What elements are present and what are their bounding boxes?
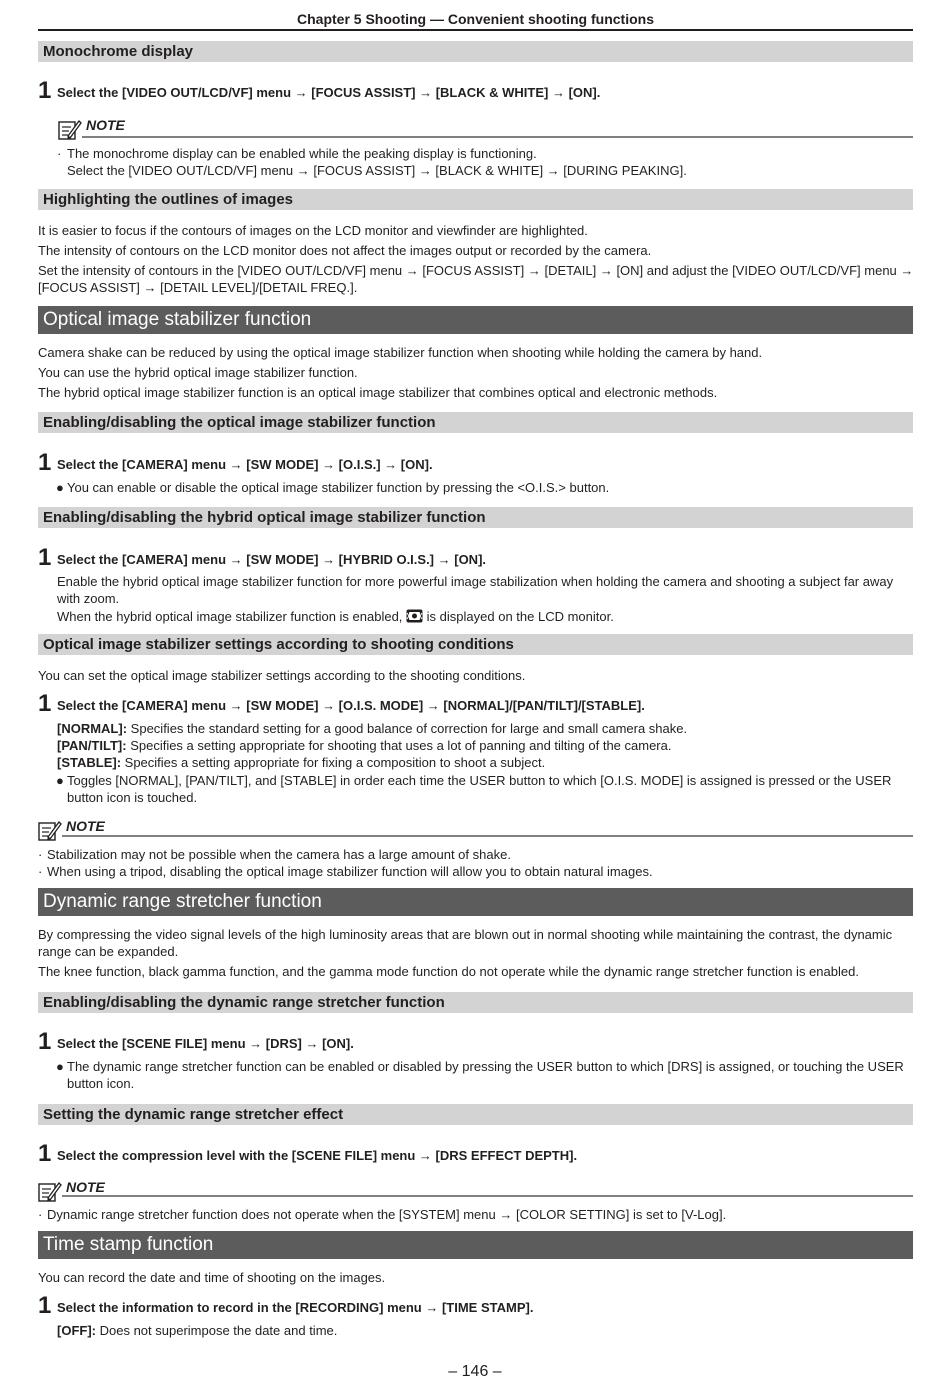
step-number: 1 xyxy=(38,449,52,476)
header-rule xyxy=(38,29,913,31)
ois-section-heading: Optical image stabilizer function xyxy=(38,306,913,334)
outlines-paragraph-3a: Set the intensity of contours in the [VIDEO OUT/LCD/VF] menu → [FOCUS ASSIST] → [DETAIL] → [ON] and adjust the [VIDEO OUT/LCD/VF] menu → xyxy=(38,263,914,278)
note-dot: · xyxy=(38,847,43,862)
note-icon xyxy=(38,819,62,841)
step-number: 1 xyxy=(38,1292,52,1319)
page-header: Chapter 5 Shooting — Convenient shooting functions xyxy=(297,11,654,27)
drs-enable-step: Select the [SCENE FILE] menu → [DRS] → [ON]. xyxy=(57,1036,354,1051)
drs-paragraph-2: The knee function, black gamma function, and the gamma mode function do not operate while the dynamic range stretcher function is enabled. xyxy=(38,964,859,979)
hybrid-heading: Enabling/disabling the hybrid optical image stabilizer function xyxy=(38,507,913,528)
bullet-icon: ● xyxy=(56,773,64,788)
bullet-icon: ● xyxy=(56,480,64,495)
step-number: 1 xyxy=(38,544,52,571)
hybrid-paragraph-1a: Enable the hybrid optical image stabilizer function for more powerful image stabilization when holding the camera and shooting a subject far away xyxy=(57,574,894,589)
ois-enable-step: Select the [CAMERA] menu → [SW MODE] → [O.I.S.] → [ON]. xyxy=(57,457,433,472)
ois-paragraph-1: Camera shake can be reduced by using the optical image stabilizer function when shooting while holding the camera by hand. xyxy=(38,345,763,360)
step-number: 1 xyxy=(38,77,52,104)
timestamp-step: Select the information to record in the [RECORDING] menu → [TIME STAMP]. xyxy=(57,1300,534,1315)
monochrome-step: Select the [VIDEO OUT/LCD/VF] menu → [FOCUS ASSIST] → [BLACK & WHITE] → [ON]. xyxy=(57,85,601,100)
outlines-paragraph-3b: [FOCUS ASSIST] → [DETAIL LEVEL]/[DETAIL FREQ.]. xyxy=(38,280,358,295)
note-rule xyxy=(62,1195,913,1197)
note-dot: · xyxy=(57,146,62,161)
conditions-bullet-b: button icon is touched. xyxy=(67,790,198,805)
off-label: [OFF]: xyxy=(57,1323,96,1338)
pantilt-label: [PAN/TILT]: xyxy=(57,738,127,753)
drs-paragraph-1a: By compressing the video signal levels of the high luminosity areas that are blown out in normal shooting while maintaining the contrast, the dynamic xyxy=(38,927,893,942)
drs-effect-note-1: Dynamic range stretcher function does not operate when the [SYSTEM] menu → [COLOR SETTING] is set to [V-Log]. xyxy=(47,1207,727,1222)
monochrome-heading: Monochrome display xyxy=(38,41,913,62)
ois-paragraph-2: You can use the hybrid optical image stabilizer function. xyxy=(38,365,358,380)
off-option-row xyxy=(57,1322,337,1339)
bullet-icon: ● xyxy=(56,1059,64,1074)
step-number: 1 xyxy=(38,1140,52,1167)
outlines-paragraph-1: It is easier to focus if the contours of images on the LCD monitor and viewfinder are highlighted. xyxy=(38,223,588,238)
monochrome-note-line-1: The monochrome display can be enabled while the peaking display is functioning. xyxy=(67,146,537,161)
stable-label: [STABLE]: xyxy=(57,755,122,770)
note-rule xyxy=(82,136,913,138)
conditions-heading: Optical image stabilizer settings according to shooting conditions xyxy=(38,634,913,655)
timestamp-intro: You can record the date and time of shooting on the images. xyxy=(38,1270,386,1285)
conditions-bullet-a: Toggles [NORMAL], [PAN/TILT], and [STABLE] in order each time the USER button to which [O.I.S. MODE] is assigned is pressed or the USER xyxy=(67,773,892,788)
hybrid-step: Select the [CAMERA] menu → [SW MODE] → [HYBRID O.I.S.] → [ON]. xyxy=(57,552,487,567)
note-label: NOTE xyxy=(86,117,125,133)
ois-paragraph-3: The hybrid optical image stabilizer function is an optical image stabilizer that combines optical and electronic methods. xyxy=(38,385,718,400)
drs-paragraph-1b: range can be expanded. xyxy=(38,944,179,959)
hybrid-paragraph-2 xyxy=(57,608,614,625)
note-label: NOTE xyxy=(66,818,105,834)
normal-text: Specifies the standard setting for a good balance of correction for large and small camera shake. xyxy=(130,721,688,736)
drs-effect-heading: Setting the dynamic range stretcher effect xyxy=(38,1104,913,1125)
pantilt-mode-row xyxy=(57,737,671,754)
note-dot: · xyxy=(38,1207,43,1222)
note-label: NOTE xyxy=(66,1179,105,1195)
drs-enable-bullet-a: The dynamic range stretcher function can be enabled or disabled by pressing the USER button to which [DRS] is assigned, or touching the USER xyxy=(67,1059,904,1074)
step-number: 1 xyxy=(38,1028,52,1055)
normal-mode-row xyxy=(57,720,687,737)
drs-section-heading: Dynamic range stretcher function xyxy=(38,888,913,916)
hybrid-paragraph-1b: with zoom. xyxy=(57,591,120,606)
outlines-paragraph-2: The intensity of contours on the LCD monitor does not affect the images output or recorded by the camera. xyxy=(38,243,652,258)
conditions-note-2: When using a tripod, disabling the optical image stabilizer function will allow you to obtain natural images. xyxy=(47,864,653,879)
hybrid-paragraph-2-pre: When the hybrid optical image stabilizer function is enabled, xyxy=(57,609,403,624)
ois-enable-heading: Enabling/disabling the optical image stabilizer function xyxy=(38,412,913,433)
drs-enable-bullet-b: button icon. xyxy=(67,1076,135,1091)
pantilt-text: Specifies a setting appropriate for shooting that uses a lot of panning and tilting of the camera. xyxy=(130,738,672,753)
note-rule xyxy=(62,835,913,837)
conditions-note-1: Stabilization may not be possible when the camera has a large amount of shake. xyxy=(47,847,511,862)
hybrid-paragraph-2-post: is displayed on the LCD monitor. xyxy=(426,609,614,624)
drs-enable-heading: Enabling/disabling the dynamic range stretcher function xyxy=(38,992,913,1013)
note-icon xyxy=(58,118,82,140)
note-icon xyxy=(38,1180,62,1202)
stable-text: Specifies a setting appropriate for fixing a composition to shoot a subject. xyxy=(124,755,546,770)
conditions-intro: You can set the optical image stabilizer settings according to the shooting conditions. xyxy=(38,668,526,683)
page-number: – 146 – xyxy=(448,1363,502,1380)
conditions-step: Select the [CAMERA] menu → [SW MODE] → [O.I.S. MODE] → [NORMAL]/[PAN/TILT]/[STABLE]. xyxy=(57,698,645,713)
outlines-heading: Highlighting the outlines of images xyxy=(38,189,913,210)
drs-effect-step: Select the compression level with the [SCENE FILE] menu → [DRS EFFECT DEPTH]. xyxy=(57,1148,578,1163)
off-text: Does not superimpose the date and time. xyxy=(99,1323,338,1338)
hybrid-ois-icon xyxy=(406,609,423,623)
note-dot: · xyxy=(38,864,43,879)
step-number: 1 xyxy=(38,690,52,717)
timestamp-section-heading: Time stamp function xyxy=(38,1231,913,1259)
ois-enable-bullet: You can enable or disable the optical image stabilizer function by pressing the <O.I.S.> button. xyxy=(67,480,610,495)
stable-mode-row xyxy=(57,754,545,771)
monochrome-note-line-2: Select the [VIDEO OUT/LCD/VF] menu → [FOCUS ASSIST] → [BLACK & WHITE] → [DURING PEAKING]. xyxy=(67,163,687,178)
normal-label: [NORMAL]: xyxy=(57,721,128,736)
